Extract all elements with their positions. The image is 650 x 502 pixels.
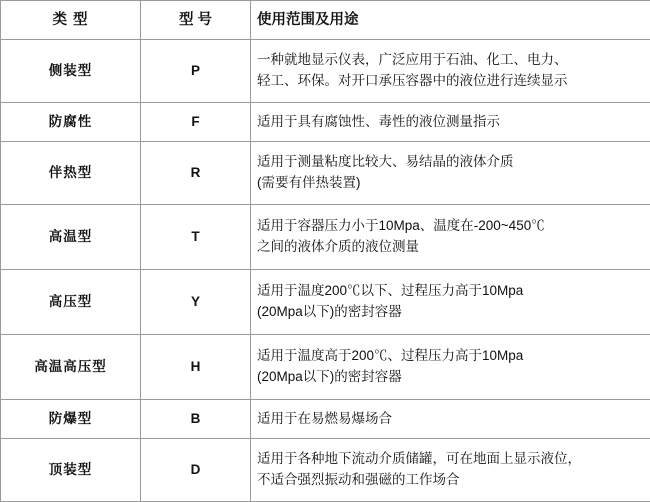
- table-row: [1, 103, 650, 142]
- header-type: 类 型: [1, 1, 141, 40]
- row-type: 防腐性: [1, 103, 141, 142]
- row-model: F: [141, 103, 251, 142]
- row-model: R: [141, 142, 251, 205]
- row-type: 侧装型: [1, 40, 141, 103]
- row-type: 防爆型: [1, 400, 141, 439]
- header-desc: 使用范围及用途: [251, 1, 650, 40]
- desc-line: 一种就地显示仪表，广泛应用于石油、化工、电力、: [257, 50, 644, 71]
- table-row: [1, 270, 650, 335]
- table-row: [1, 205, 650, 270]
- row-model: Y: [141, 270, 251, 335]
- desc-line: 适用于各种地下流动介质储罐，可在地面上显示液位，: [257, 449, 644, 470]
- desc-line: 之间的液体介质的液位测量: [257, 237, 644, 258]
- header-model: 型 号: [141, 1, 251, 40]
- row-type: 高温型: [1, 205, 141, 270]
- desc-line: 适用于容器压力小于10Mpa、温度在-200~450℃: [257, 216, 644, 237]
- desc-line: 轻工、环保。对开口承压容器中的液位进行连续显示: [257, 71, 644, 92]
- row-type: 高温高压型: [1, 335, 141, 400]
- desc-line: 适用于温度高于200℃、过程压力高于10Mpa: [257, 346, 644, 367]
- row-model: P: [141, 40, 251, 103]
- row-desc: [251, 335, 650, 400]
- desc-line: (20Mpa以下)的密封容器: [257, 367, 644, 388]
- row-desc: [251, 103, 650, 142]
- desc-line: 不适合强烈振动和强磁的工作场合: [257, 470, 644, 491]
- table-row: [1, 400, 650, 439]
- table-row: [1, 142, 650, 205]
- row-type: 伴热型: [1, 142, 141, 205]
- row-desc: [251, 270, 650, 335]
- desc-line: 适用于在易燃易爆场合: [257, 409, 644, 430]
- table-row: [1, 335, 650, 400]
- row-model: T: [141, 205, 251, 270]
- row-desc: [251, 142, 650, 205]
- desc-line: 适用于具有腐蚀性、毒性的液位测量指示: [257, 112, 644, 133]
- row-desc: [251, 439, 650, 502]
- row-type: 顶装型: [1, 439, 141, 502]
- row-model: H: [141, 335, 251, 400]
- row-model: D: [141, 439, 251, 502]
- row-desc: [251, 40, 650, 103]
- row-desc: [251, 400, 650, 439]
- desc-line: (需要有伴热装置): [257, 173, 644, 194]
- row-model: B: [141, 400, 251, 439]
- row-type: 高压型: [1, 270, 141, 335]
- table-header-row: [1, 1, 650, 40]
- desc-line: 适用于测量粘度比较大、易结晶的液体介质: [257, 152, 644, 173]
- row-desc: [251, 205, 650, 270]
- table-row: [1, 40, 650, 103]
- desc-line: (20Mpa以下)的密封容器: [257, 302, 644, 323]
- desc-line: 适用于温度200℃以下、过程压力高于10Mpa: [257, 281, 644, 302]
- table-row: [1, 439, 650, 502]
